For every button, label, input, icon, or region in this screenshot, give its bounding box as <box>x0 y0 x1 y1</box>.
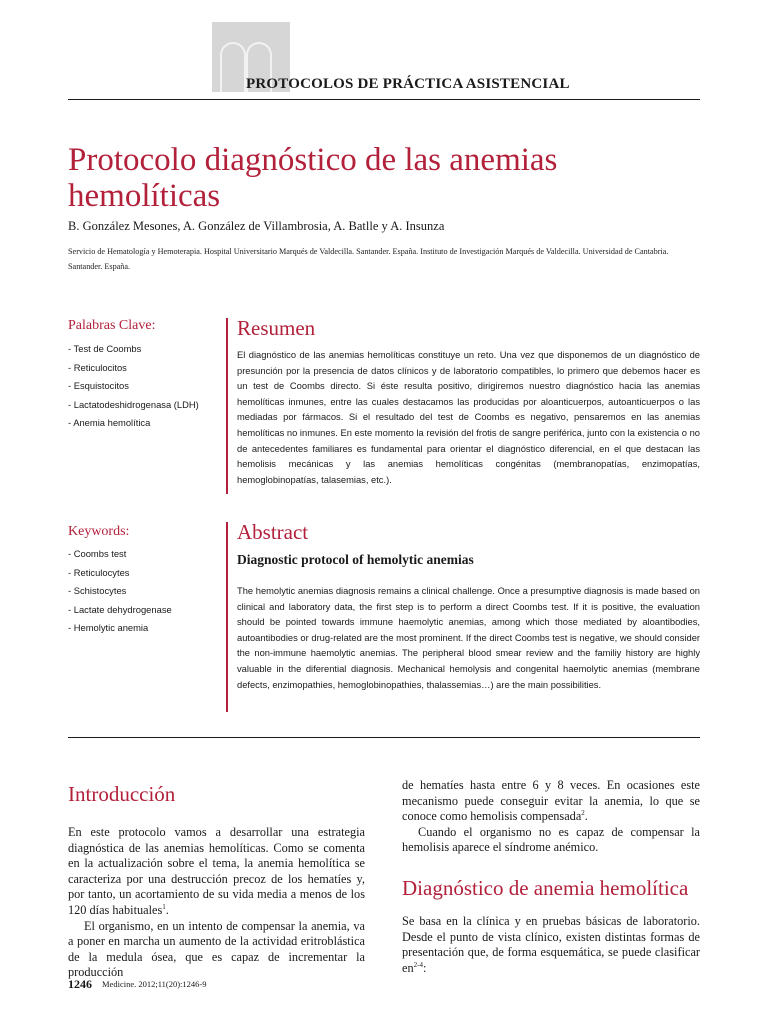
diagnostico-heading: Diagnóstico de anemia hemolítica <box>402 876 689 900</box>
keyword-item: - Coombs test <box>68 548 127 559</box>
keywords-list <box>68 548 218 641</box>
keyword-item: - Hemolytic anemia <box>68 622 149 633</box>
introduccion-body <box>68 825 365 981</box>
keyword-item: - Reticulocitos <box>68 361 127 373</box>
logo-hump-left <box>220 42 246 92</box>
keyword-item: - Schistocytes <box>68 585 127 596</box>
keywords-heading: Keywords: <box>68 524 130 539</box>
abstract-accent-bar <box>226 522 228 712</box>
palabras-clave-heading: Palabras Clave: <box>68 318 156 333</box>
article-title: Protocolo diagnóstico de las anemias hemolíticas <box>68 142 558 214</box>
abstract-subheading: Diagnostic protocol of hemolytic anemias <box>237 552 474 567</box>
introduccion-paragraph-1: En este protocolo vamos a desarrollar una estrategia diagnóstica de las anemias hemolíticas. Como se comenta en la actualización sobre el tema, la anemia hemolítica se caracteriza por una destrucción precoz de los hematíes y, por tanto, un acortamiento de su vida media a menos de los 120 días habituales$^1$. <box>68 825 365 917</box>
keyword-item: - Lactatodeshidrogenasa (LDH) <box>68 398 199 410</box>
introduccion-heading: Introducción <box>68 782 176 806</box>
right-column-body <box>402 778 700 856</box>
page-number: 1246 <box>68 977 92 991</box>
citation-ref: 1 <box>162 902 166 911</box>
right-paragraph-2: Cuando el organismo no es capaz de compensar la hemolisis aparece el síndrome anémico. <box>402 824 700 855</box>
right-paragraph-3: Se basa en la clínica y en pruebas básicas de laboratorio. Desde el punto de vista clínico, existen distintas formas de presentación que, de forma esquemática, se puede clasificar $en^{2-4}$: <box>402 914 700 975</box>
diagnostico-body <box>402 914 700 976</box>
keyword-item: - Lactate dehydrogenase <box>68 603 172 615</box>
abstract-heading: Abstract <box>237 520 309 544</box>
abstract-text: The hemolytic anemias diagnosis remains a clinical challenge. Once a presumptive diagnosis is made based on clinical and laboratory data, the first step is to perform a direct Coombs test. If it is positive, the evaluation should be pointed towards immune haemolytic anemias, among which those mediated by aloantibodies, autoantibodies or drug-related are the most prominent. If the direct Coombs test is negative, we should consider the non-immune haemolytic anemias. The peripheral blood smear review and the familiy history are highly valuable in the diferential diagnosis. Mechanical hemolysis and congenital haemolytic anemias (membrane defects, enzimopathies, hemoglobinopathies, thalassemias…) are the main possibilities. <box>237 586 700 690</box>
keyword-item: - Test de Coombs <box>68 343 142 354</box>
section-label: PROTOCOLOS DE PRÁCTICA ASISTENCIAL <box>246 76 570 92</box>
article-affiliation: Servicio de Hematología y Hemoterapia. Hospital Universitario Marqués de Valdecilla. Santander. España. Instituto de Investigación Marqués de Valdecilla. Universidad de Cantabria. Santander. España. <box>68 247 669 271</box>
citation-ref: 2-4 <box>413 960 423 969</box>
keyword-item: - Esquistocitos <box>68 380 129 391</box>
body-separator-rule <box>68 737 700 738</box>
citation-ref: 2 <box>581 809 585 818</box>
palabras-clave-list <box>68 343 218 436</box>
header-rule <box>68 99 700 100</box>
resumen-accent-bar <box>226 318 228 494</box>
article-authors: B. González Mesones, A. González de Villambrosia, A. Batlle y A. Insunza <box>68 219 445 233</box>
resumen-heading: Resumen <box>237 316 316 340</box>
right-paragraph-1: de hematíes hasta entre 6 y 8 veces. En ocasiones este mecanismo puede conseguir evitar la anemia, lo que se conoce como hemolisis compensada$^2$. <box>402 778 700 824</box>
keyword-item: - Anemia hemolítica <box>68 417 151 428</box>
resumen-text: El diagnóstico de las anemias hemolíticas constituye un reto. Una vez que disponemos de un diagnóstico de presunción por la presencia de datos clínicos y de laboratorio compatibles, lo primero que debemos hacer es un test de Coombs directo. Si éste resulta positivo, dirigiremos nuestro diagnóstico hacia las anemias hemolíticas inmunes, entre las cuales destacamos las producidas por aloanticuerpos, autoanticuerpos o las mediadas por fármacos. Si el resultado del test de Coombs es negativo, pensaremos en las anemias hemolíticas no inmunes. En este momento la revisión del frotis de sangre periférica, junto con la existencia o no de antecedentes familiares es fundamental para orientar el diagnóstico diferencial, en el que destacan las hemolisis mecánicas y las anemias hemolíticas congénitas (membranopatías, enzimopatías, hemoglobinopatías, talasemias, etc.). <box>237 350 700 485</box>
introduccion-paragraph-2: El organismo, en un intento de compensar la anemia, va a poner en marcha un aumento de la actividad eritroblástica de la medula ósea, que es capaz de incrementar la producción <box>68 918 365 980</box>
keyword-item: - Reticulocytes <box>68 566 130 578</box>
journal-citation: Medicine. 2012;11(20):1246-9 <box>102 979 207 989</box>
